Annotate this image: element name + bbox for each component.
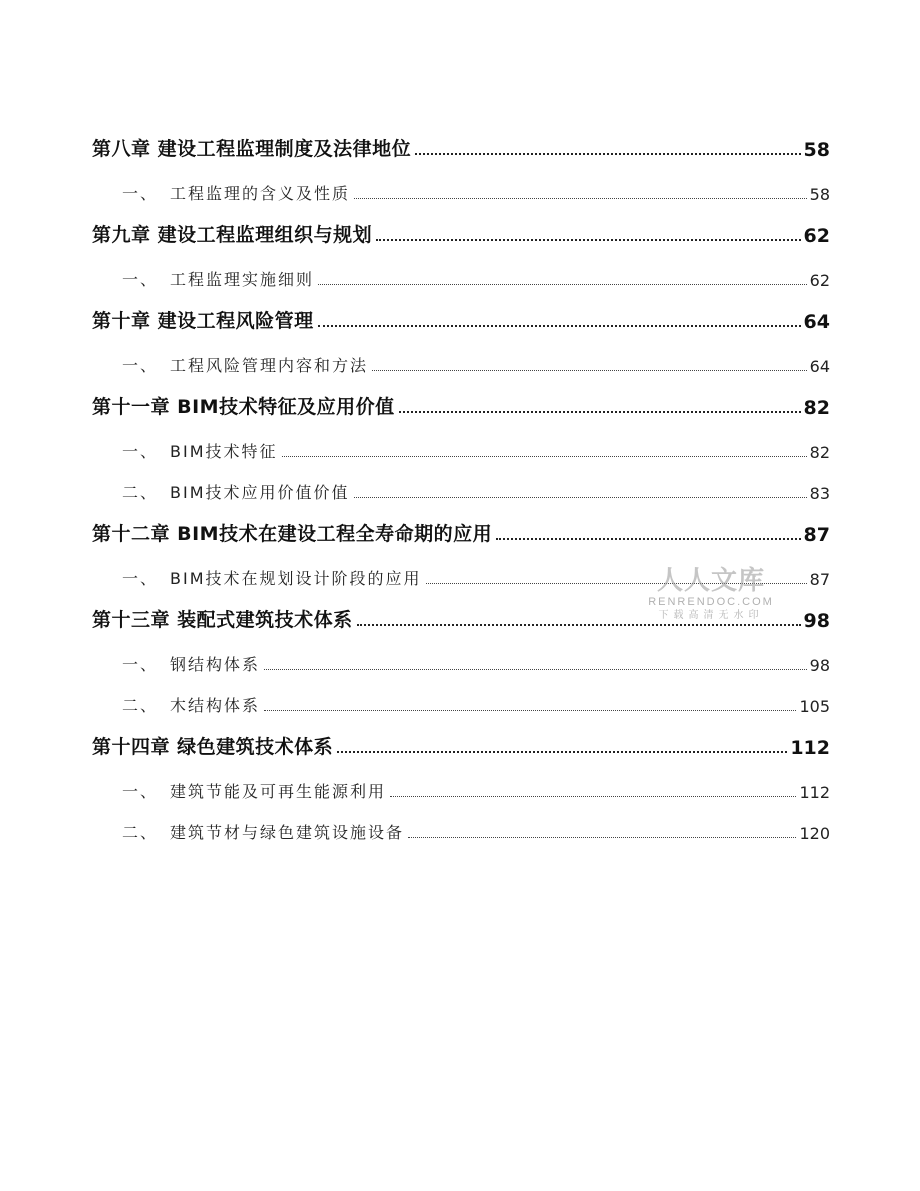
toc-section-title	[92, 652, 260, 675]
dot-leader	[264, 669, 807, 670]
section-number: 一、	[122, 356, 159, 375]
toc-page-number: 62	[803, 225, 830, 247]
toc-section-title	[92, 480, 350, 503]
dot-leader	[408, 837, 796, 838]
toc-page-number: 98	[809, 656, 830, 675]
dot-leader	[318, 325, 801, 327]
dot-leader	[372, 370, 807, 371]
dot-leader	[264, 710, 796, 711]
toc-chapter[interactable]	[92, 589, 830, 632]
toc-page-number: 82	[809, 443, 830, 462]
dot-leader	[399, 411, 801, 413]
section-title-text: 建筑节材与绿色建筑设施设备	[170, 823, 405, 842]
toc-section-title	[92, 439, 278, 462]
dot-leader	[376, 239, 800, 241]
toc-section[interactable]	[92, 161, 830, 204]
table-of-contents	[92, 118, 830, 843]
dot-leader	[390, 796, 796, 797]
section-number: 一、	[122, 270, 159, 289]
toc-page-number: 64	[803, 311, 830, 333]
toc-page-number: 82	[803, 397, 830, 419]
dot-leader	[354, 198, 807, 199]
dot-leader	[415, 153, 800, 155]
toc-section-title	[92, 353, 368, 376]
toc-page-number: 120	[799, 824, 830, 843]
toc-chapter[interactable]	[92, 204, 830, 247]
toc-page-number: 64	[809, 357, 830, 376]
watermark-caption: 下载高清无水印	[658, 610, 764, 621]
section-title-text: 工程监理实施细则	[170, 270, 315, 289]
section-number: 一、	[122, 184, 159, 203]
toc-chapter-title: 第十三章 装配式建筑技术体系	[92, 609, 353, 631]
toc-chapter[interactable]	[92, 290, 830, 333]
section-number: 二、	[122, 823, 159, 842]
dot-leader	[426, 583, 807, 584]
toc-section-title	[92, 820, 404, 843]
toc-page-number: 83	[809, 484, 830, 503]
toc-page-number: 87	[803, 524, 830, 546]
toc-page-number: 112	[799, 783, 830, 802]
toc-page-number: 87	[809, 570, 830, 589]
watermark-brand: 人人文库	[656, 566, 765, 596]
toc-section[interactable]	[92, 546, 830, 589]
toc-chapter-title: 第十一章 BIM技术特征及应用价值	[92, 396, 395, 418]
section-title-text: 木结构体系	[170, 696, 261, 715]
dot-leader	[282, 456, 807, 457]
toc-page-number: 105	[799, 697, 830, 716]
section-number: 二、	[122, 483, 159, 502]
toc-section[interactable]	[92, 462, 830, 503]
section-number: 二、	[122, 696, 159, 715]
watermark-url: RENRENDOC.COM	[648, 596, 774, 608]
toc-chapter-title: 第十二章 BIM技术在建设工程全寿命期的应用	[92, 523, 493, 545]
toc-page-number: 98	[803, 610, 830, 632]
dot-leader	[496, 538, 800, 540]
toc-chapter-title: 第九章 建设工程监理组织与规划	[92, 224, 373, 246]
dot-leader	[357, 624, 801, 626]
dot-leader	[354, 497, 807, 498]
dot-leader	[318, 284, 807, 285]
section-title-text: 钢结构体系	[170, 655, 261, 674]
toc-section[interactable]	[92, 675, 830, 716]
toc-chapter-title: 第十章 建设工程风险管理	[92, 310, 314, 332]
section-title-text: 建筑节能及可再生能源利用	[170, 782, 387, 801]
section-number: 一、	[122, 569, 159, 588]
section-title-text: BIM技术在规划设计阶段的应用	[170, 569, 422, 588]
toc-section[interactable]	[92, 247, 830, 290]
toc-page-number: 112	[790, 737, 830, 759]
toc-page-number: 58	[809, 185, 830, 204]
section-title-text: 工程监理的含义及性质	[170, 184, 351, 203]
section-title-text: BIM技术应用价值价值	[170, 483, 350, 502]
dot-leader	[337, 751, 787, 753]
toc-section[interactable]	[92, 759, 830, 802]
toc-section-title	[92, 779, 386, 802]
toc-section[interactable]	[92, 333, 830, 376]
toc-section-title	[92, 267, 314, 290]
toc-section[interactable]	[92, 632, 830, 675]
section-number: 一、	[122, 442, 159, 461]
section-number: 一、	[122, 782, 159, 801]
toc-chapter[interactable]	[92, 118, 830, 161]
toc-section-title	[92, 181, 350, 204]
toc-page-number: 62	[809, 271, 830, 290]
section-number: 一、	[122, 655, 159, 674]
toc-section[interactable]	[92, 419, 830, 462]
toc-section[interactable]	[92, 802, 830, 843]
toc-chapter-title: 第八章 建设工程监理制度及法律地位	[92, 138, 412, 160]
toc-chapter[interactable]	[92, 503, 830, 546]
toc-chapter[interactable]	[92, 716, 830, 759]
toc-chapter-title: 第十四章 绿色建筑技术体系	[92, 736, 334, 758]
toc-section-title	[92, 693, 260, 716]
toc-chapter[interactable]	[92, 376, 830, 419]
section-title-text: 工程风险管理内容和方法	[170, 356, 369, 375]
toc-page-number: 58	[803, 139, 830, 161]
section-title-text: BIM技术特征	[170, 442, 278, 461]
toc-section-title	[92, 566, 422, 589]
